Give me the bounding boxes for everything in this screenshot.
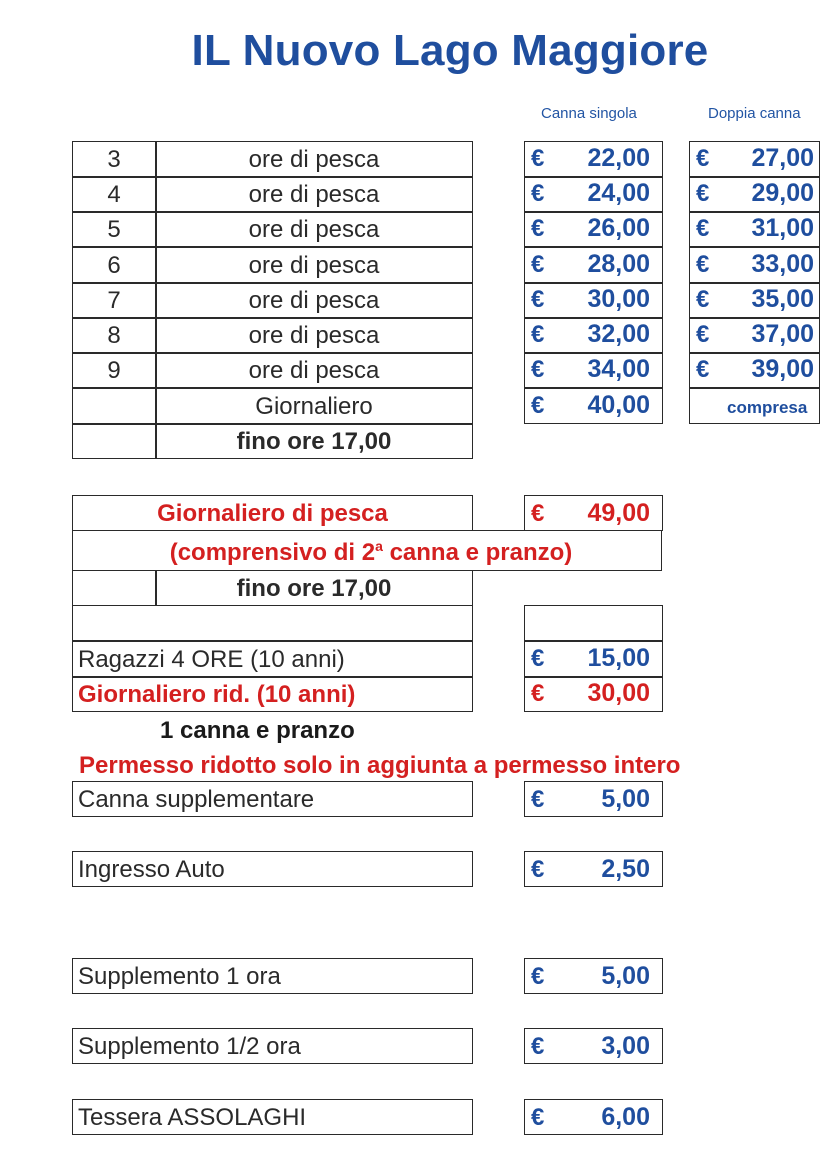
- euro-sign: €: [531, 786, 545, 813]
- euro-sign: €: [531, 145, 545, 172]
- euro-sign: €: [696, 286, 710, 313]
- extra-label: Tessera ASSOLAGHI: [78, 1104, 307, 1131]
- extra-price: 5,00: [601, 785, 650, 813]
- double-price: 29,00: [751, 179, 814, 207]
- daily-time-note: fino ore 17,00: [236, 428, 392, 455]
- euro-sign: €: [696, 356, 710, 383]
- double-price: 39,00: [751, 355, 814, 383]
- euro-sign: €: [696, 321, 710, 348]
- euro-sign: €: [696, 180, 710, 207]
- daily-double-included: compresa: [727, 398, 808, 417]
- euro-sign: €: [531, 251, 545, 278]
- page-title: IL Nuovo Lago Maggiore: [191, 26, 709, 75]
- extra-price: 5,00: [601, 962, 650, 990]
- double-price: 37,00: [751, 320, 814, 348]
- extra-price: 6,00: [601, 1103, 650, 1131]
- hours-value: 4: [107, 181, 121, 208]
- double-price: 31,00: [751, 214, 814, 242]
- hours-value: 9: [107, 357, 121, 384]
- single-price: 34,00: [587, 355, 650, 383]
- hours-value: 7: [107, 287, 121, 314]
- hours-label: ore di pesca: [248, 357, 380, 384]
- double-price: 33,00: [751, 250, 814, 278]
- column-header-double: Doppia canna: [708, 105, 801, 122]
- double-price: 27,00: [751, 144, 814, 172]
- single-price: 30,00: [587, 285, 650, 313]
- daily-reduced-label: Giornaliero rid. (10 anni): [78, 681, 356, 708]
- euro-sign: €: [531, 680, 545, 707]
- euro-sign: €: [531, 1104, 545, 1131]
- euro-sign: €: [696, 215, 710, 242]
- daily-label: Giornaliero: [255, 393, 373, 420]
- daily-fishing-includes: (comprensivo di 2$^a$ canna e pranzo): [169, 538, 573, 566]
- extra-label: Canna supplementare: [78, 786, 315, 813]
- daily-reduced-note: 1 canna e pranzo: [160, 717, 355, 744]
- euro-sign: €: [531, 321, 545, 348]
- daily-reduced-price: 30,00: [587, 679, 650, 707]
- daily-fishing-price: 49,00: [587, 499, 650, 527]
- extra-label: Supplemento 1/2 ora: [78, 1033, 301, 1060]
- extra-price: 3,00: [601, 1032, 650, 1060]
- hours-label: ore di pesca: [248, 252, 380, 279]
- single-price: 24,00: [587, 179, 650, 207]
- daily-fishing-label: Giornaliero di pesca: [157, 500, 388, 527]
- euro-sign: €: [531, 856, 545, 883]
- daily-fishing-time-note: fino ore 17,00: [236, 575, 392, 602]
- double-price: 35,00: [751, 285, 814, 313]
- euro-sign: €: [696, 145, 710, 172]
- single-price: 32,00: [587, 320, 650, 348]
- hours-value: 8: [107, 322, 121, 349]
- hours-label: ore di pesca: [248, 216, 380, 243]
- euro-sign: €: [531, 963, 545, 990]
- euro-sign: €: [531, 286, 545, 313]
- hours-label: ore di pesca: [248, 181, 380, 208]
- daily-price: 40,00: [587, 391, 650, 419]
- hours-value: 6: [107, 252, 121, 279]
- extra-label: Supplemento 1 ora: [78, 963, 281, 990]
- kids-price: 15,00: [587, 644, 650, 672]
- euro-sign: €: [531, 180, 545, 207]
- euro-sign: €: [531, 645, 545, 672]
- single-price: 26,00: [587, 214, 650, 242]
- hours-label: ore di pesca: [248, 322, 380, 349]
- euro-sign: €: [531, 215, 545, 242]
- euro-sign: €: [696, 251, 710, 278]
- hours-label: ore di pesca: [248, 287, 380, 314]
- single-price: 28,00: [587, 250, 650, 278]
- kids-label: Ragazzi 4 ORE (10 anni): [78, 646, 345, 673]
- euro-sign: €: [531, 392, 545, 419]
- single-price: 22,00: [587, 144, 650, 172]
- extra-label: Ingresso Auto: [78, 856, 225, 883]
- euro-sign: €: [531, 1033, 545, 1060]
- hours-value: 3: [107, 146, 121, 173]
- hours-value: 5: [107, 216, 121, 243]
- euro-sign: €: [531, 500, 545, 527]
- extra-price: 2,50: [601, 855, 650, 883]
- column-header-single: Canna singola: [541, 105, 637, 122]
- reduced-permit-note: Permesso ridotto solo in aggiunta a permesso intero: [79, 752, 681, 779]
- euro-sign: €: [531, 356, 545, 383]
- hours-label: ore di pesca: [248, 146, 380, 173]
